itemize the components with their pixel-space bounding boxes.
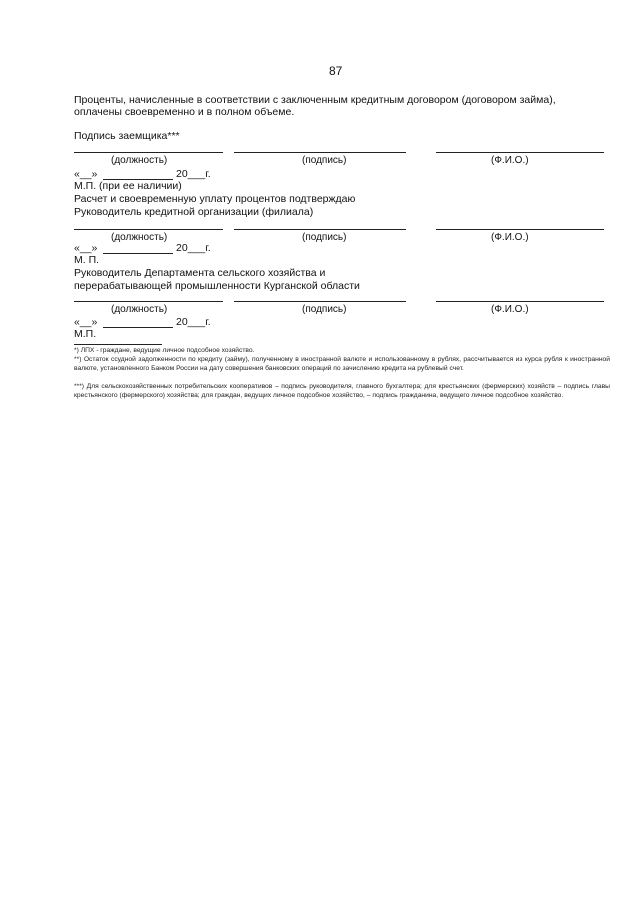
fio-line-3 [436,301,604,302]
position-caption-3: (должность) [111,304,168,315]
position-line-1 [74,152,223,153]
stamp-label-1: М.П. (при ее наличии) [74,180,182,192]
stamp-label-3: М.П. [74,328,97,340]
footnote-separator [74,344,162,345]
date-day-3: «__» [74,316,98,328]
borrower-signature-label: Подпись заемщика*** [74,130,180,142]
signature-caption-2: (подпись) [302,232,347,243]
intro-line-2: оплачены своевременно и в полном объеме. [74,106,295,118]
intro-line-1: Проценты, начисленные в соответствии с заключенным кредитным договором (договором займа), [74,94,556,106]
page-number: 87 [329,64,343,78]
position-caption-2: (должность) [111,232,168,243]
fio-caption-2: (Ф.И.О.) [491,232,529,243]
department-head-line-2: перерабатывающей промышленности Курганской области [74,280,360,292]
date-day-2: «__» [74,242,98,254]
date-year-1: 20___г. [176,168,211,180]
position-line-3 [74,301,223,302]
footnote-1: *) ЛПХ - граждане, ведущие личное подсобное хозяйство. [74,347,255,354]
date-year-3: 20___г. [176,316,211,328]
bank-head-text: Руководитель кредитной организации (филиала) [74,206,314,218]
confirm-text: Расчет и своевременную уплату процентов подтверждаю [74,193,356,205]
fio-caption-1: (Ф.И.О.) [491,155,529,166]
signature-line-2 [234,229,406,230]
position-line-2 [74,229,223,230]
signature-line-1 [234,152,406,153]
date-month-line-2 [103,253,173,254]
date-year-2: 20___г. [176,242,211,254]
fio-line-2 [436,229,604,230]
signature-caption-3: (подпись) [302,304,347,315]
signature-caption-1: (подпись) [302,155,347,166]
fio-caption-3: (Ф.И.О.) [491,304,529,315]
footnote-2: **) Остаток ссудной задолженности по кредиту (займу), полученному в иностранной валюте и использованному в рублях, рассчитывается из курса рубля к иностранной валюте, установленного Банком России на дату совершения банковских операций по зачислению кредита на рублевый счет. [74,356,610,372]
intro-paragraph [74,94,610,118]
date-month-line-3 [103,327,173,328]
signature-line-3 [234,301,406,302]
position-caption-1: (должность) [111,155,168,166]
date-day-1: «__» [74,168,98,180]
department-head-line-1: Руководитель Департамента сельского хозяйства и [74,267,326,279]
fio-line-1 [436,152,604,153]
stamp-label-2: М. П. [74,254,100,266]
footnote-3: ***) Для сельскохозяйственных потребительских кооперативов – подпись руководителя, главного бухгалтера; для крестьянских (фермерских) хозяйств – подпись главы крестьянского (фермерского) хозяйства; для граждан, ведущих личное подсобное хозяйство, – подпись гражданина, ведущего личное подсобное хозяйство. [74,383,610,399]
